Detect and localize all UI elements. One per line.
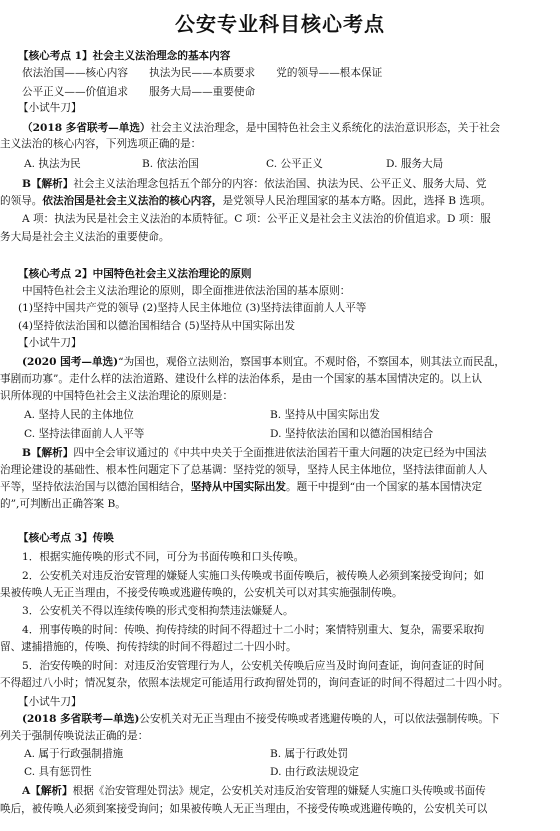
s3-item-5-line-2: 不得超过八小时；情况复杂，依照本法规定可能适用行政拘留处罚的，询问查证的时间不得超过二十四小时。	[0, 677, 509, 689]
s3-item-4-line-1: 4．刑事传唤的时间：传唤、拘传持续的时间不得超过十二小时；案情特别重大、复杂，需要采取拘	[22, 624, 485, 636]
s1-answer-line-2: 的领导。依法治国是社会主义法治的核心内容，是党领导人民治理国家的基本方略。因此，选择 B 选项。	[0, 195, 492, 207]
s1-option-d: D. 服务大局	[386, 158, 444, 170]
s3-item-1: 1．根据实施传唤的形式不同，可分为书面传唤和口头传唤。	[22, 551, 305, 563]
s1-option-a: A. 执法为民	[24, 158, 81, 170]
s2-intro: 中国特色社会主义法治理论的原则，即全面推进依法治国的基本原则：	[22, 285, 351, 297]
s3-item-3: 3．公安机关不得以连续传唤的形式变相拘禁违法嫌疑人。	[22, 605, 294, 617]
s1-question-line-2: 主义法治的核心内容，下列选项正确的是：	[0, 138, 202, 150]
s1-row-2: 公平正义——价值追求 服务大局——重要使命	[22, 86, 256, 98]
s2-option-d: D. 坚持依法治国和以德治国相结合	[270, 428, 434, 440]
s2-answer-line-3: 平等，坚持依法治国与以德治国相结合，坚持从中国实际出发。题干中提到“由一个国家的基本国情决定	[0, 481, 483, 493]
s1-option-b: B. 依法治国	[142, 158, 199, 170]
s3-question-line-2: 列关于强制传唤说法正确的是：	[0, 730, 149, 742]
s2-answer-line-1: B【解析】四中全会审议通过的《中共中央关于全面推进依法治国若干重大问题的决定已经为中国法	[22, 447, 487, 459]
s2-option-b: B. 坚持从中国实际出发	[270, 409, 380, 421]
s3-item-2-line-2: 果被传唤人无正当理由，不接受传唤或逃避传唤的，公安机关可以对其实施强制传唤。	[0, 587, 403, 599]
section-1-heading: 【核心考点 1】社会主义法治理念的基本内容	[18, 50, 231, 62]
s3-item-5-line-1: 5．治安传唤的时间：对违反治安管理行为人，公安机关传唤后应当及时询问查证，询问查证的时间	[22, 660, 485, 672]
s2-option-a: A. 坚持人民的主体地位	[24, 409, 134, 421]
s3-test-label: 【小试牛刀】	[18, 696, 82, 708]
s1-answer-line-4: 务大局是社会主义法治的重要使命。	[0, 231, 170, 243]
s2-question-line-2: 事剧而功寡”。走什么样的法治道路、建设什么样的法治体系，是由一个国家的基本国情决定的。以上认	[0, 373, 483, 385]
s1-answer-line-3: A 项：执法为民是社会主义法治的本质特征。C 项：公平正义是社会主义法治的价值追求。D 项：服	[22, 213, 491, 225]
s2-answer-line-2: 治理论建设的基础性、根本性问题定下了总基调：坚持党的领导，坚持人民主体地位，坚持法律面前人人	[0, 464, 488, 476]
page-title: 公安专业科目核心考点	[175, 12, 385, 36]
s3-option-a: A. 属于行政强制措施	[24, 748, 124, 760]
s1-row-1: 依法治国——核心内容 执法为民——本质要求 党的领导——根本保证	[22, 67, 383, 79]
s3-question-line-1: (2018 多省联考—单选)公安机关对无正当理由不接受传唤或者逃避传唤的人，可以依法强制传唤。下	[22, 713, 500, 725]
s2-question-line-3: 识所体现的中国特色社会主义法治理论的原则是：	[0, 390, 234, 402]
s3-answer-line-2: 唤后，被传唤人必须到案接受询问；如果被传唤人无正当理由，不接受传唤或逃避传唤的，公安机关可以	[0, 803, 488, 815]
s1-answer-line-1: B【解析】社会主义法治理念包括五个部分的内容：依法治国、执法为民、公平正义、服务大局、党	[22, 178, 487, 190]
s3-item-4-line-2: 留、逮捕措施的，传唤、拘传持续的时间不得超过二十四小时。	[0, 641, 297, 653]
s2-principles-2: (4)坚持依法治国和以德治国相结合 (5)坚持从中国实际出发	[18, 320, 296, 332]
s2-principles-1: (1)坚持中国共产党的领导 (2)坚持人民主体地位 (3)坚持法律面前人人平等	[18, 302, 367, 314]
s3-option-c: C. 具有惩罚性	[24, 766, 92, 778]
s1-question-line-1: （2018 多省联考—单选）社会主义法治理念，是中国特色社会主义系统化的法治意识形态，关于社会	[22, 122, 501, 134]
s3-option-d: D. 由行政法规设定	[270, 766, 360, 778]
s3-answer-line-1: A【解析】根据《治安管理处罚法》规定，公安机关对违反治安管理的嫌疑人实施口头传唤或书面传	[22, 785, 486, 797]
s2-question-line-1: (2020 国考—单选)“为国也，观俗立法则治，察国事本则宜。不观时俗，不察国本，则其法立而民乱，	[22, 356, 505, 368]
s1-test-label: 【小试牛刀】	[18, 102, 82, 114]
s3-item-2-line-1: 2．公安机关对违反治安管理的嫌疑人实施口头传唤或书面传唤后，被传唤人必须到案接受询问；如	[22, 570, 485, 582]
s3-option-b: B. 属于行政处罚	[270, 748, 349, 760]
s1-option-c: C. 公平正义	[266, 158, 323, 170]
section-2-heading: 【核心考点 2】中国特色社会主义法治理论的原则	[18, 268, 252, 280]
s2-option-c: C. 坚持法律面前人人平等	[24, 428, 145, 440]
s2-answer-line-4: 的”,可判断出正确答案 B。	[0, 498, 126, 510]
s2-test-label: 【小试牛刀】	[18, 337, 82, 349]
section-3-heading: 【核心考点 3】传唤	[18, 532, 114, 544]
